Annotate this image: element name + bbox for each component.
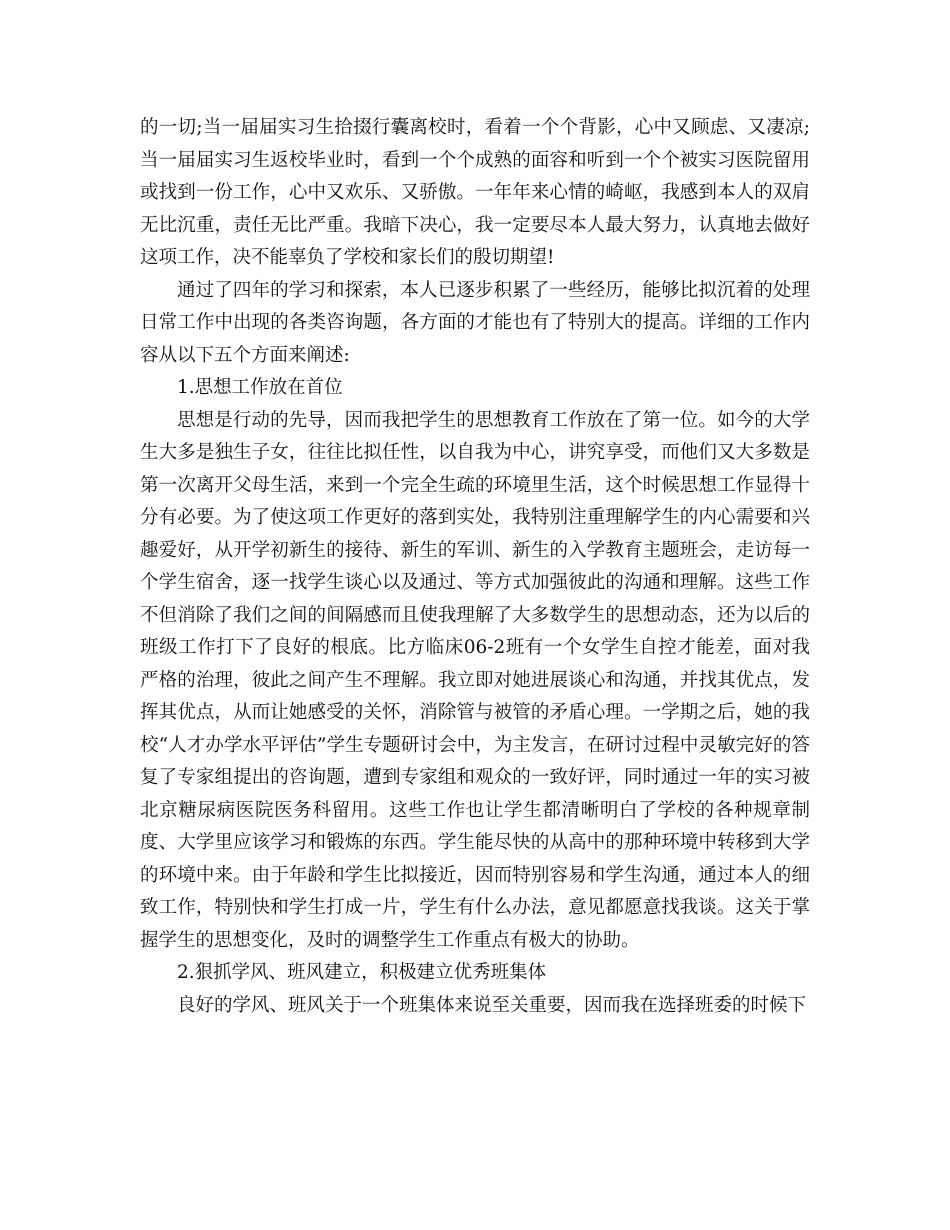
section-heading: 2.狠抓学风、班风建立，积极建立优秀班集体 — [177, 962, 547, 983]
body-paragraph: 良好的学风、班风关于一个班集体来说至关重要，因而我在选择班委的时候下 — [177, 994, 807, 1016]
body-paragraph: 通过了四年的学习和探索，本人已逐步积累了一些经历，能够比拟沉着的处理日常工作中出现的各类咨询题，各方面的才能也有了特别大的提高。详细的工作内容从以下五个方面来阐述: — [140, 279, 810, 366]
section-heading: 1.思想工作放在首位 — [177, 377, 343, 398]
document-page — [140, 112, 810, 1172]
body-paragraph: 的一切;当一届届实习生拾掇行囊离校时，看着一个个背影，心中又顾虑、又凄凉;当一届届实习生返校毕业时，看到一个个成熟的面容和听到一个个被实习医院留用或找到一份工作，心中又欢乐、又骄傲。一年年来心情的崎岖，我感到本人的双肩无比沉重，责任无比严重。我暗下决心，我一定要尽本人最大努力，认真地去做好这项工作，决不能辜负了学校和家长们的殷切期望! — [140, 117, 810, 268]
body-paragraph: 思想是行动的先导，因而我把学生的思想教育工作放在了第一位。如今的大学生大多是独生子女，往往比拟任性，以自我为中心，讲究享受，而他们又大多数是第一次离开父母生活，来到一个完全生疏的环境里生活，这个时候思想工作显得十分有必要。为了使这项工作更好的落到实处，我特别注重理解学生的内心需要和兴趣爱好，从开学初新生的接待、新生的军训、新生的入学教育主题班会，走访每一个学生宿舍，逐一找学生谈心以及通过、等方式加强彼此的沟通和理解。这些工作不但消除了我们之间的间隔感而且使我理解了大多数学生的思想动态，还为以后的班级工作打下了良好的根底。比方临床06-2班有一个女学生自控才能差，面对我严格的治理，彼此之间产生不理解。我立即对她进展谈心和沟通，并找其优点，发挥其优点，从而让她感受的关怀，消除管与被管的矛盾心理。一学期之后，她的我校“人才办学水平评估”学生专题研讨会中，为主发言，在研讨过程中灵敏完好的答复了专家组提出的咨询题，遭到专家组和观众的一致好评，同时通过一年的实习被北京糖尿病医院医务科留用。这些工作也让学生都清晰明白了学校的各种规章制度、大学里应该学习和锻炼的东西。学生能尽快的从高中的那种环境中转移到大学的环境中来。由于年龄和学生比拟接近，因而特别容易和学生沟通，通过本人的细致工作，特别快和学生打成一片，学生有什么办法，意见都愿意找我谈。这关于掌握学生的思想变化，及时的调整学生工作重点有极大的协助。 — [140, 409, 810, 951]
